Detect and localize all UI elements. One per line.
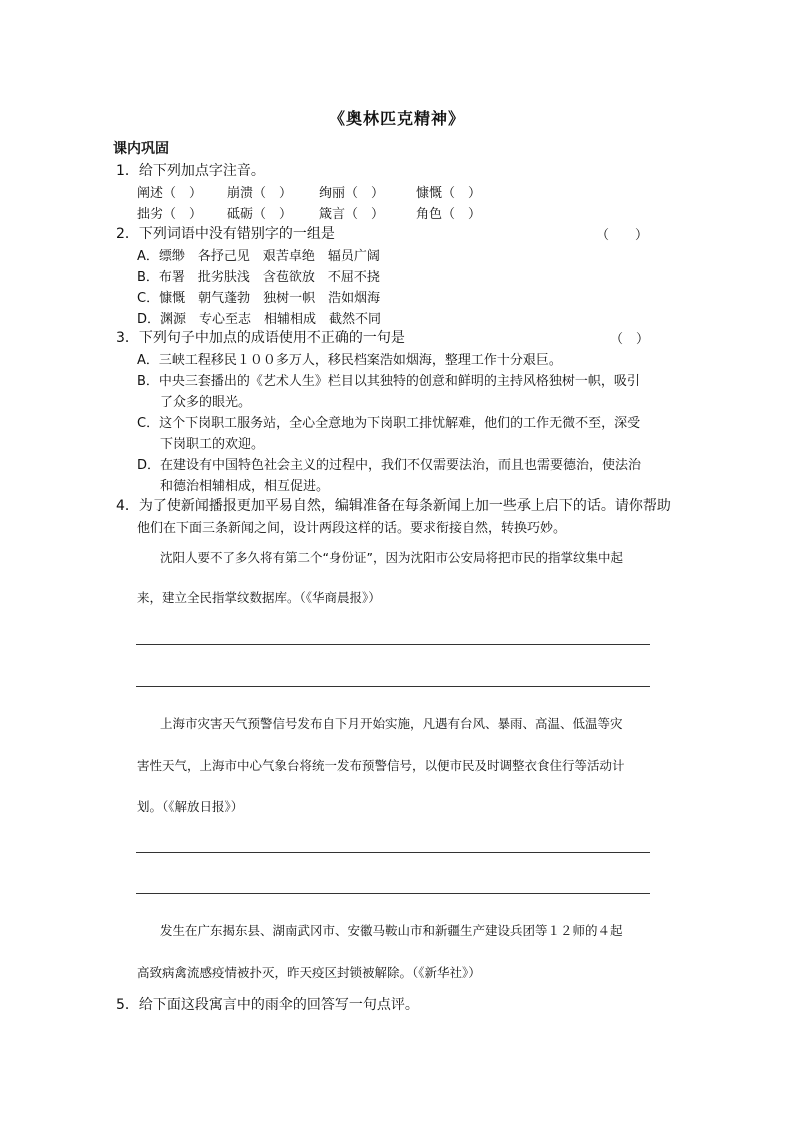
news-2-line-1: 上海市灾害天气预警信号发布自下月开始实施，凡遇有台风、暴雨、高温、低温等灾 [160, 716, 623, 731]
question-2-option-d: D．渊源 专心至志 相辅相成 截然不同 [137, 312, 382, 327]
question-2-stem: 2．下列词语中没有错别字的一组是 [116, 226, 335, 242]
news-3-line-1: 发生在广东揭东县、湖南武冈市、安徽马鞍山市和新疆生产建设兵团等１２师的４起 [160, 923, 623, 938]
answer-line-2[interactable] [136, 686, 650, 687]
question-2-answer-paren: （ ） [596, 228, 649, 243]
news-1-line-2: 来，建立全民指掌纹数据库。（《华商晨报》） [137, 590, 381, 605]
news-3-line-2: 高致病禽流感疫情被扑灭，昨天疫区封锁被解除。（《新华社》） [137, 965, 481, 980]
pinyin-item: 角色（ ） [416, 207, 482, 222]
question-2-option-a: A．缥缈 各抒己见 艰苦卓绝 辐员广阔 [137, 249, 380, 264]
question-3-option-d: D．在建设有中国特色社会主义的过程中，我们不仅需要法治，而且也需要德治，使法治 [137, 458, 642, 473]
question-1-row-2 [137, 203, 481, 222]
page-title: 《奥林匹克精神》 [328, 109, 465, 128]
news-2-line-3: 划。（《解放日报》） [137, 799, 244, 814]
question-3-option-a: A．三峡工程移民１００多万人，移民档案浩如烟海，整理工作十分艰巨。 [137, 353, 562, 368]
pinyin-item: 慷慨（ ） [416, 186, 482, 201]
question-4-stem: 4．为了使新闻播报更加平易自然，编辑准备在每条新闻上加一些承上启下的话。请你帮助 [116, 498, 671, 514]
pinyin-item: 砥砺（ ） [227, 207, 293, 222]
answer-line-3[interactable] [136, 852, 650, 853]
question-3-option-d-cont: 和德治相辅相成，相互促进。 [160, 479, 330, 494]
pinyin-item: 拙劣（ ） [137, 207, 203, 222]
question-3-option-b: B．中央三套播出的《艺术人生》栏目以其独特的创意和鲜明的主持风格独树一帜，吸引 [137, 374, 640, 389]
question-3-option-c: C．这个下岗职工服务站，全心全意地为下岗职工排忧解难，他们的工作无微不至，深受 [137, 416, 641, 431]
question-2-option-b: B．布署 批劣肤浅 含苞欲放 不屈不挠 [137, 270, 380, 285]
news-1-line-1: 沈阳人要不了多久将有第二个“身份证”，因为沈阳市公安局将把市民的指掌纹集中起 [160, 550, 623, 565]
question-3-option-c-cont: 下岗职工的欢迎。 [160, 437, 265, 452]
answer-line-4[interactable] [136, 893, 650, 894]
question-5-stem: 5．给下面这段寓言中的雨伞的回答写一句点评。 [116, 997, 419, 1013]
answer-line-1[interactable] [136, 644, 650, 645]
question-2-option-c: C．慷慨 朝气蓬勃 独树一帜 浩如烟海 [137, 291, 381, 306]
pinyin-item: 阐述（ ） [137, 186, 203, 201]
question-1-row-1 [137, 182, 481, 201]
question-3-answer-paren: （ ） [610, 332, 650, 347]
question-1-stem: 1．给下列加点字注音。 [116, 163, 265, 179]
pinyin-item: 绚丽（ ） [319, 186, 385, 201]
pinyin-item: 箴言（ ） [319, 207, 385, 222]
pinyin-item: 崩溃（ ） [227, 186, 293, 201]
section-heading: 课内巩固 [113, 141, 169, 157]
question-4-stem-cont: 他们在下面三条新闻之间，设计两段这样的话。要求衔接自然，转换巧妙。 [137, 521, 567, 536]
news-2-line-2: 害性天气，上海市中心气象台将统一发布预警信号，以便市民及时调整衣食住行等活动计 [137, 758, 625, 773]
question-3-option-b-cont: 了众多的眼光。 [160, 395, 252, 410]
question-3-stem: 3．下列句子中加点的成语使用不正确的一句是 [116, 330, 405, 346]
